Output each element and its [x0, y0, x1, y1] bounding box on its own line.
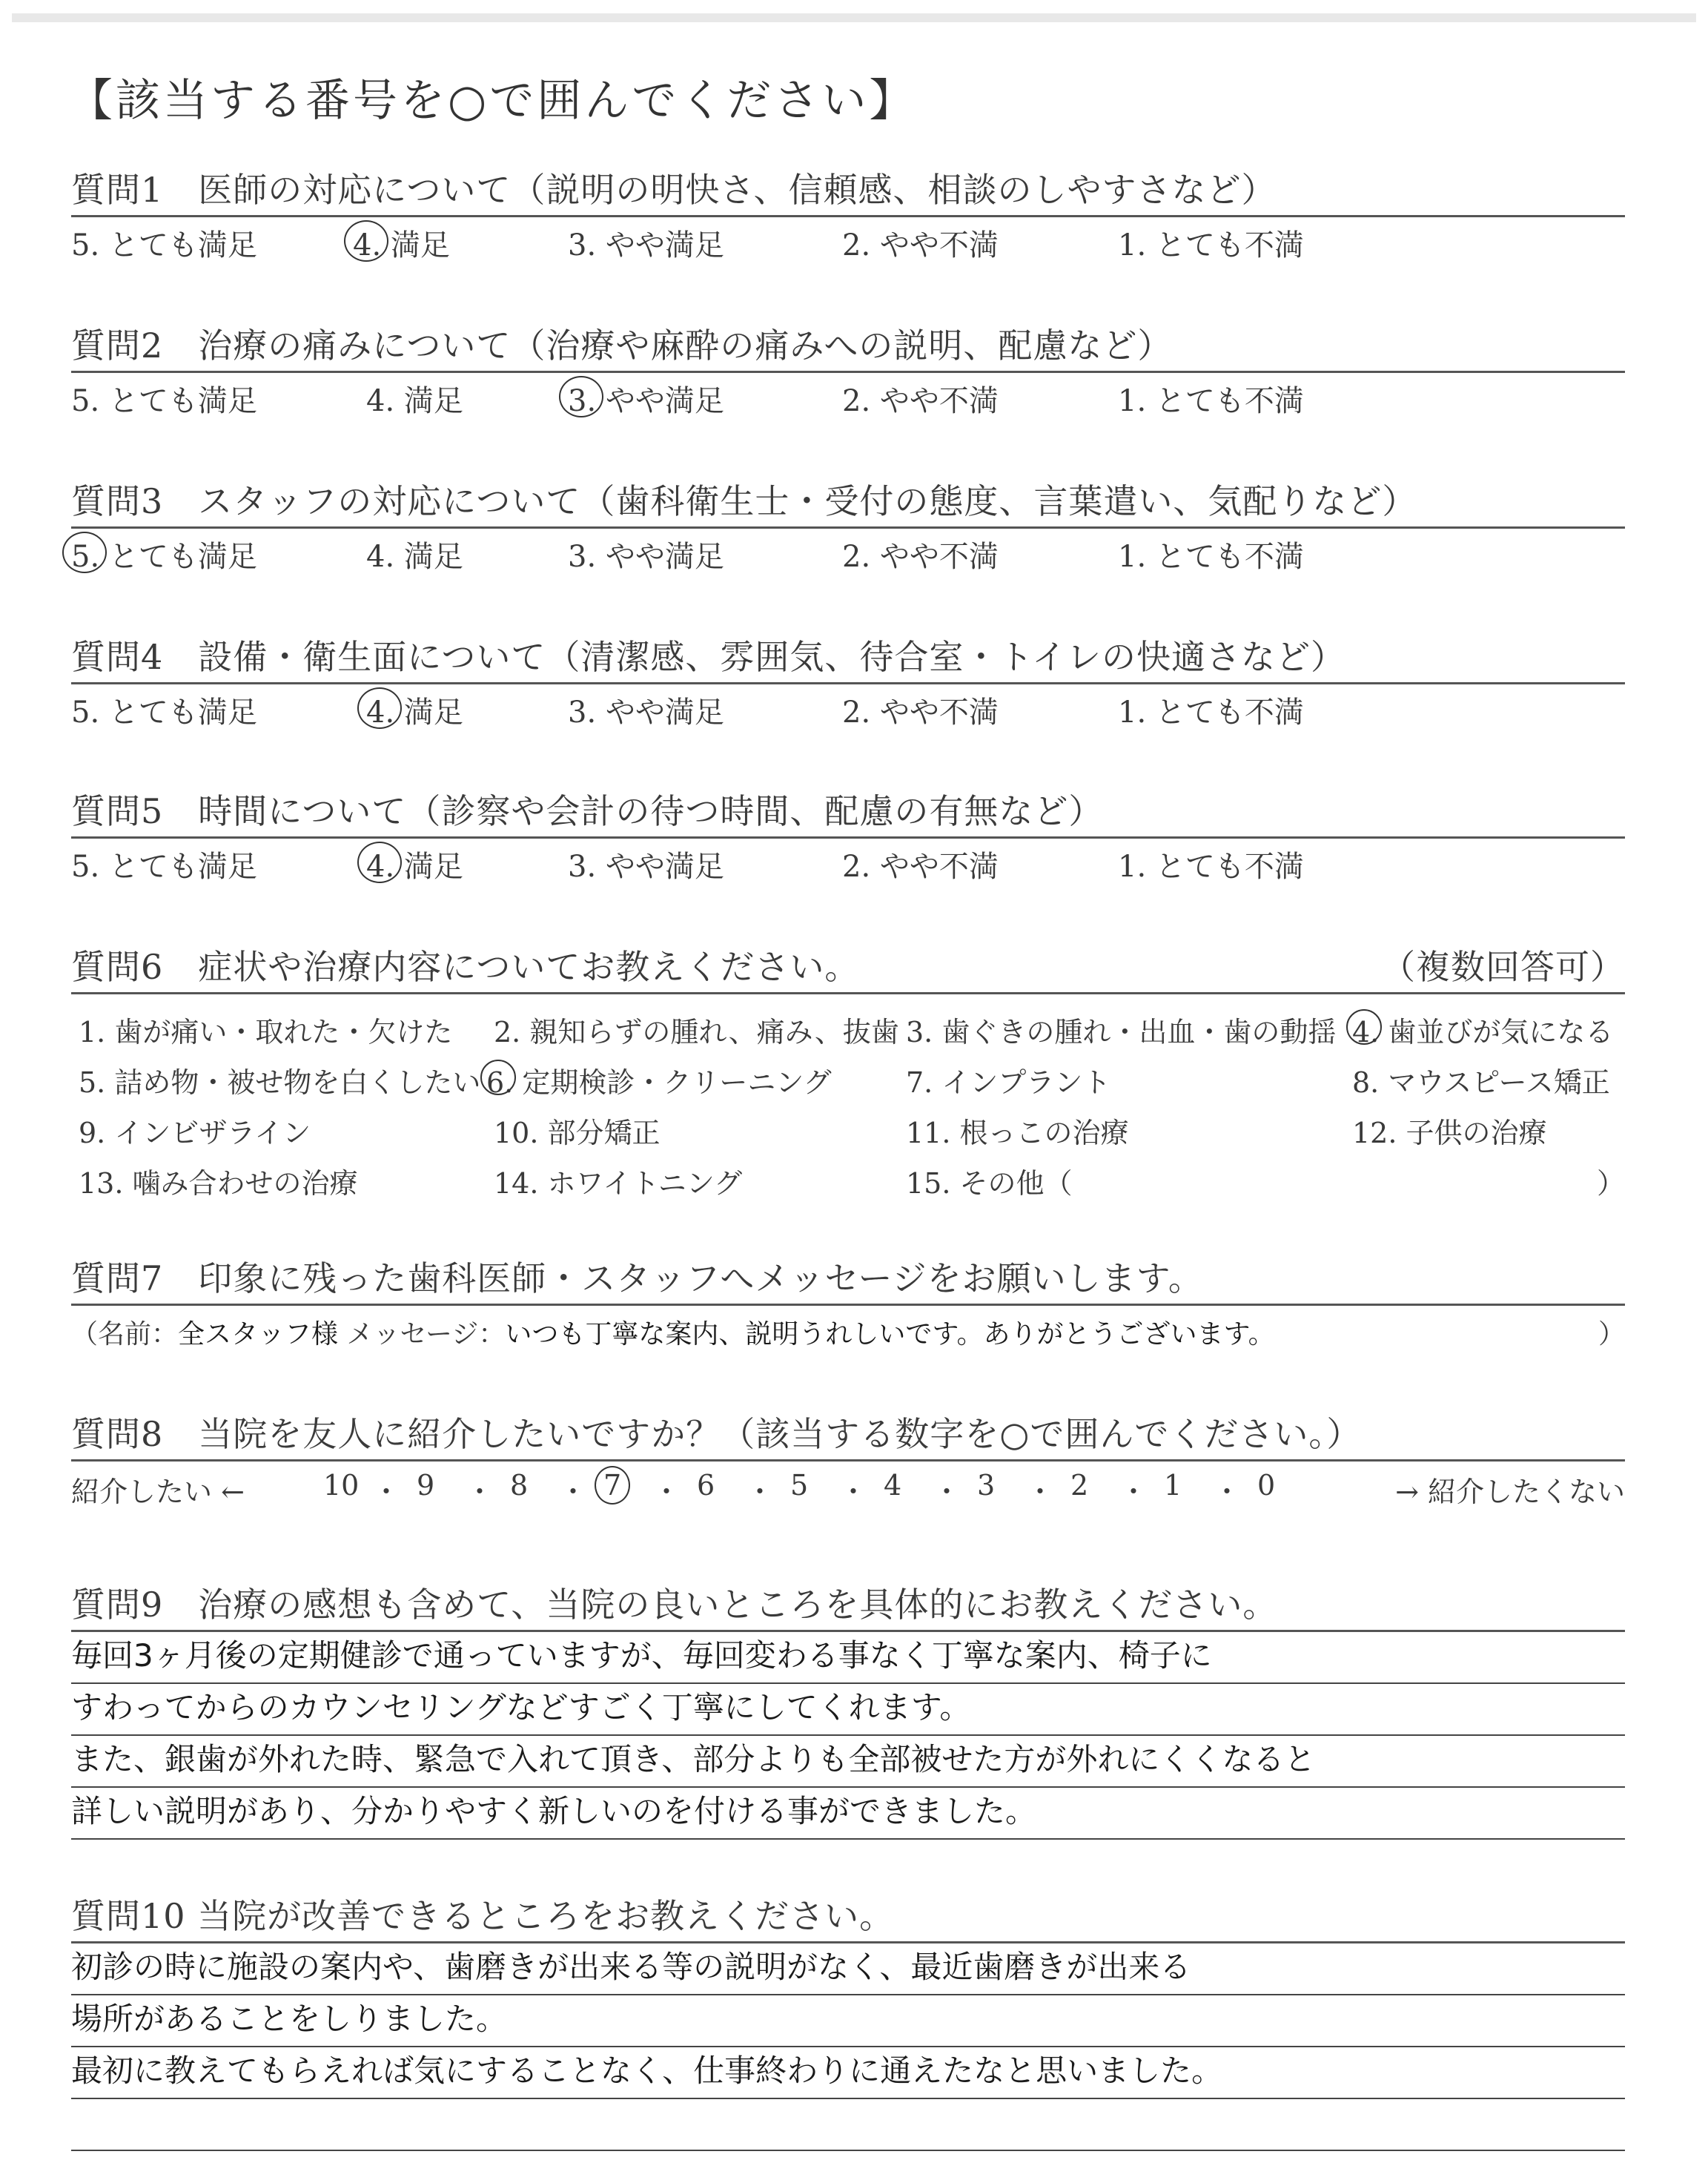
scale-separator-dot: ・	[466, 1476, 494, 1508]
selection-circle	[559, 376, 603, 417]
scale-number-9[interactable]: 9	[417, 1469, 435, 1502]
answer-line: 初診の時に施設の案内や、歯磨きが出来る等の説明がなく、最近歯磨きが出来る	[71, 1943, 1625, 1995]
option-1[interactable]: 1. とても不満	[1118, 850, 1304, 884]
scale-separator-dot: ・	[372, 1476, 401, 1508]
scale-separator-dot: ・	[1213, 1476, 1242, 1508]
scan-top-band	[12, 13, 1696, 22]
scale-separator-dot: ・	[559, 1476, 588, 1508]
option-2[interactable]: 2. やや不満	[842, 696, 999, 730]
question-9	[71, 1579, 1625, 1840]
symptom-option-8[interactable]: 8. マウスピース矯正	[1352, 1066, 1610, 1099]
rating-options	[71, 839, 1625, 885]
scale-number-3[interactable]: 3	[977, 1469, 996, 1502]
answer-line: 場所があることをしりました。	[71, 1995, 1625, 2047]
message-label: メッセージ：	[346, 1319, 506, 1350]
symptom-option-7[interactable]: 7. インプラント	[906, 1066, 1111, 1099]
scale-number-10[interactable]: 10	[323, 1469, 360, 1502]
recommend-scale	[71, 1462, 1625, 1510]
symptom-option-4[interactable]: 4. 歯並びが気になる	[1352, 1009, 1613, 1050]
answer-line: 詳しい説明があり、分かりやすく新しいのを付ける事ができました。	[71, 1788, 1625, 1840]
question-title: 質問3 スタッフの対応について（歯科衛生士・受付の態度、言葉遣い、気配りなど）	[71, 481, 1417, 521]
question-title: 質問1 医師の対応について（説明の明快さ、信頼感、相談のしやすさなど）	[71, 170, 1277, 210]
symptom-option-9[interactable]: 9. インビザライン	[79, 1117, 311, 1149]
question-5	[71, 786, 1625, 885]
rating-options	[71, 217, 1625, 263]
question-title: 質問7 印象に残った歯科医師・スタッフへメッセージをお願いします。	[71, 1258, 1203, 1298]
question-title: 質問4 設備・衛生面について（清潔感、雰囲気、待合室・トイレの快適さなど）	[71, 637, 1346, 677]
question-title-text: 質問6 症状や治療内容についてお教えください。	[71, 947, 860, 987]
question-6	[71, 942, 1625, 1209]
symptom-option-15[interactable]: 15. その他（	[906, 1167, 1073, 1200]
option-3[interactable]: 3. やや満足	[568, 228, 724, 262]
scale-number-7[interactable]: 7	[603, 1469, 621, 1502]
name-field[interactable]: 全スタッフ様	[178, 1319, 339, 1350]
question-title	[71, 942, 1625, 992]
option-3[interactable]: 3. やや満足	[568, 540, 724, 574]
rating-options	[71, 684, 1625, 730]
option-5[interactable]: 5. とても満足	[71, 696, 257, 730]
option-4[interactable]: 4. 満足	[366, 843, 463, 885]
option-3[interactable]: 3. やや満足	[568, 850, 724, 884]
scale-left-label: 紹介したい ←	[71, 1476, 245, 1508]
answer-line	[71, 2099, 1625, 2151]
scale-number-4[interactable]: 4	[884, 1469, 902, 1502]
scale-separator-dot: ・	[1026, 1476, 1055, 1508]
option-1[interactable]: 1. とても不満	[1118, 228, 1304, 262]
option-5[interactable]: 5. とても満足	[71, 384, 257, 418]
symptom-options	[71, 994, 1625, 1209]
answer-lines[interactable]	[71, 1943, 1625, 2151]
selection-circle	[480, 1060, 516, 1095]
message-line	[71, 1306, 1625, 1352]
rating-options	[71, 529, 1625, 575]
scale-number-2[interactable]: 2	[1070, 1469, 1089, 1502]
scale-number-5[interactable]: 5	[790, 1469, 809, 1502]
option-4[interactable]: 4. 満足	[366, 540, 463, 574]
scale-separator-dot: ・	[933, 1476, 961, 1508]
selection-circle	[357, 687, 402, 729]
option-2[interactable]: 2. やや不満	[842, 384, 999, 418]
option-4[interactable]: 4. 満足	[366, 689, 463, 731]
question-8	[71, 1409, 1625, 1510]
question-1	[71, 165, 1625, 263]
question-title: 質問5 時間について（診察や会計の待つ時間、配慮の有無など）	[71, 791, 1104, 831]
scale-number-0[interactable]: 0	[1257, 1469, 1276, 1502]
scale-right-label: → 紹介したくない	[1395, 1476, 1625, 1508]
answer-line: すわってからのカウンセリングなどすごく丁寧にしてくれます。	[71, 1684, 1625, 1736]
rating-options	[71, 373, 1625, 419]
option-3[interactable]: 3. やや満足	[568, 377, 724, 420]
message-field[interactable]: いつも丁寧な案内、説明うれしいです。ありがとうございます。	[505, 1319, 1275, 1350]
option-3[interactable]: 3. やや満足	[568, 696, 724, 730]
symptom-option-14[interactable]: 14. ホワイトニング	[494, 1167, 743, 1200]
option-5[interactable]: 5. とても満足	[71, 533, 257, 575]
question-4	[71, 632, 1625, 730]
question-title: 質問10 当院が改善できるところをお教えください。	[71, 1896, 895, 1936]
selection-circle	[62, 532, 107, 573]
question-2	[71, 320, 1625, 419]
scale-number-1[interactable]: 1	[1164, 1469, 1182, 1502]
selection-circle	[357, 842, 402, 883]
symptom-option-11[interactable]: 11. 根っこの治療	[906, 1117, 1129, 1149]
question-title: 質問2 治療の痛みについて（治療や麻酔の痛みへの説明、配慮など）	[71, 326, 1173, 366]
selection-circle	[595, 1466, 630, 1505]
multiple-answer-note: （複数回答可）	[1381, 947, 1625, 987]
symptom-option-12[interactable]: 12. 子供の治療	[1352, 1117, 1547, 1149]
option-1[interactable]: 1. とても不満	[1118, 384, 1304, 418]
scale-number-6[interactable]: 6	[697, 1469, 715, 1502]
scale-number-8[interactable]: 8	[510, 1469, 529, 1502]
symptom-option-10[interactable]: 10. 部分矯正	[494, 1117, 661, 1149]
option-2[interactable]: 2. やや不満	[842, 850, 999, 884]
symptom-option-2[interactable]: 2. 親知らずの腫れ、痛み、抜歯	[494, 1016, 899, 1048]
close-paren: ）	[1598, 1319, 1625, 1350]
option-5[interactable]: 5. とても満足	[71, 850, 257, 884]
question-title: 質問8 当院を友人に紹介したいですか？（該当する数字を○で囲んでください。）	[71, 1414, 1362, 1454]
name-label: （名前：	[71, 1319, 179, 1350]
form-header: 【該当する番号を○で囲んでください】	[68, 75, 917, 127]
selection-circle	[1346, 1009, 1382, 1045]
option-2[interactable]: 2. やや不満	[842, 540, 999, 574]
selection-circle	[344, 220, 388, 262]
option-5[interactable]: 5. とても満足	[71, 228, 257, 262]
question-7	[71, 1253, 1625, 1352]
option-4[interactable]: 4. 満足	[366, 384, 463, 418]
option-4[interactable]: 4. 満足	[353, 222, 450, 264]
scale-separator-dot: ・	[746, 1476, 775, 1508]
question-3	[71, 476, 1625, 575]
symptom-option-6[interactable]: 6. 定期検診・クリーニング	[486, 1060, 832, 1100]
other-close-paren: ）	[1596, 1167, 1625, 1200]
symptom-option-5[interactable]: 5. 詰め物・被せ物を白くしたい	[79, 1066, 481, 1099]
answer-line: 毎回3ヶ月後の定期健診で通っていますが、毎回変わる事なく丁寧な案内、椅子に	[71, 1632, 1625, 1684]
answer-line: 最初に教えてもらえれば気にすることなく、仕事終わりに通えたなと思いました。	[71, 2047, 1625, 2099]
option-2[interactable]: 2. やや不満	[842, 228, 999, 262]
question-title: 質問9 治療の感想も含めて、当院の良いところを具体的にお教えください。	[71, 1585, 1278, 1625]
answer-lines[interactable]	[71, 1632, 1625, 1840]
symptom-option-1[interactable]: 1. 歯が痛い・取れた・欠けた	[79, 1016, 453, 1048]
answer-line: また、銀歯が外れた時、緊急で入れて頂き、部分よりも全部被せた方が外れにくくなると	[71, 1736, 1625, 1788]
scale-separator-dot: ・	[652, 1476, 681, 1508]
option-1[interactable]: 1. とても不満	[1118, 696, 1304, 730]
scale-separator-dot: ・	[839, 1476, 868, 1508]
option-1[interactable]: 1. とても不満	[1118, 540, 1304, 574]
symptom-option-13[interactable]: 13. 噛み合わせの治療	[79, 1167, 358, 1200]
symptom-option-3[interactable]: 3. 歯ぐきの腫れ・出血・歯の動揺	[906, 1016, 1337, 1048]
question-10	[71, 1891, 1625, 2151]
scale-separator-dot: ・	[1119, 1476, 1148, 1508]
